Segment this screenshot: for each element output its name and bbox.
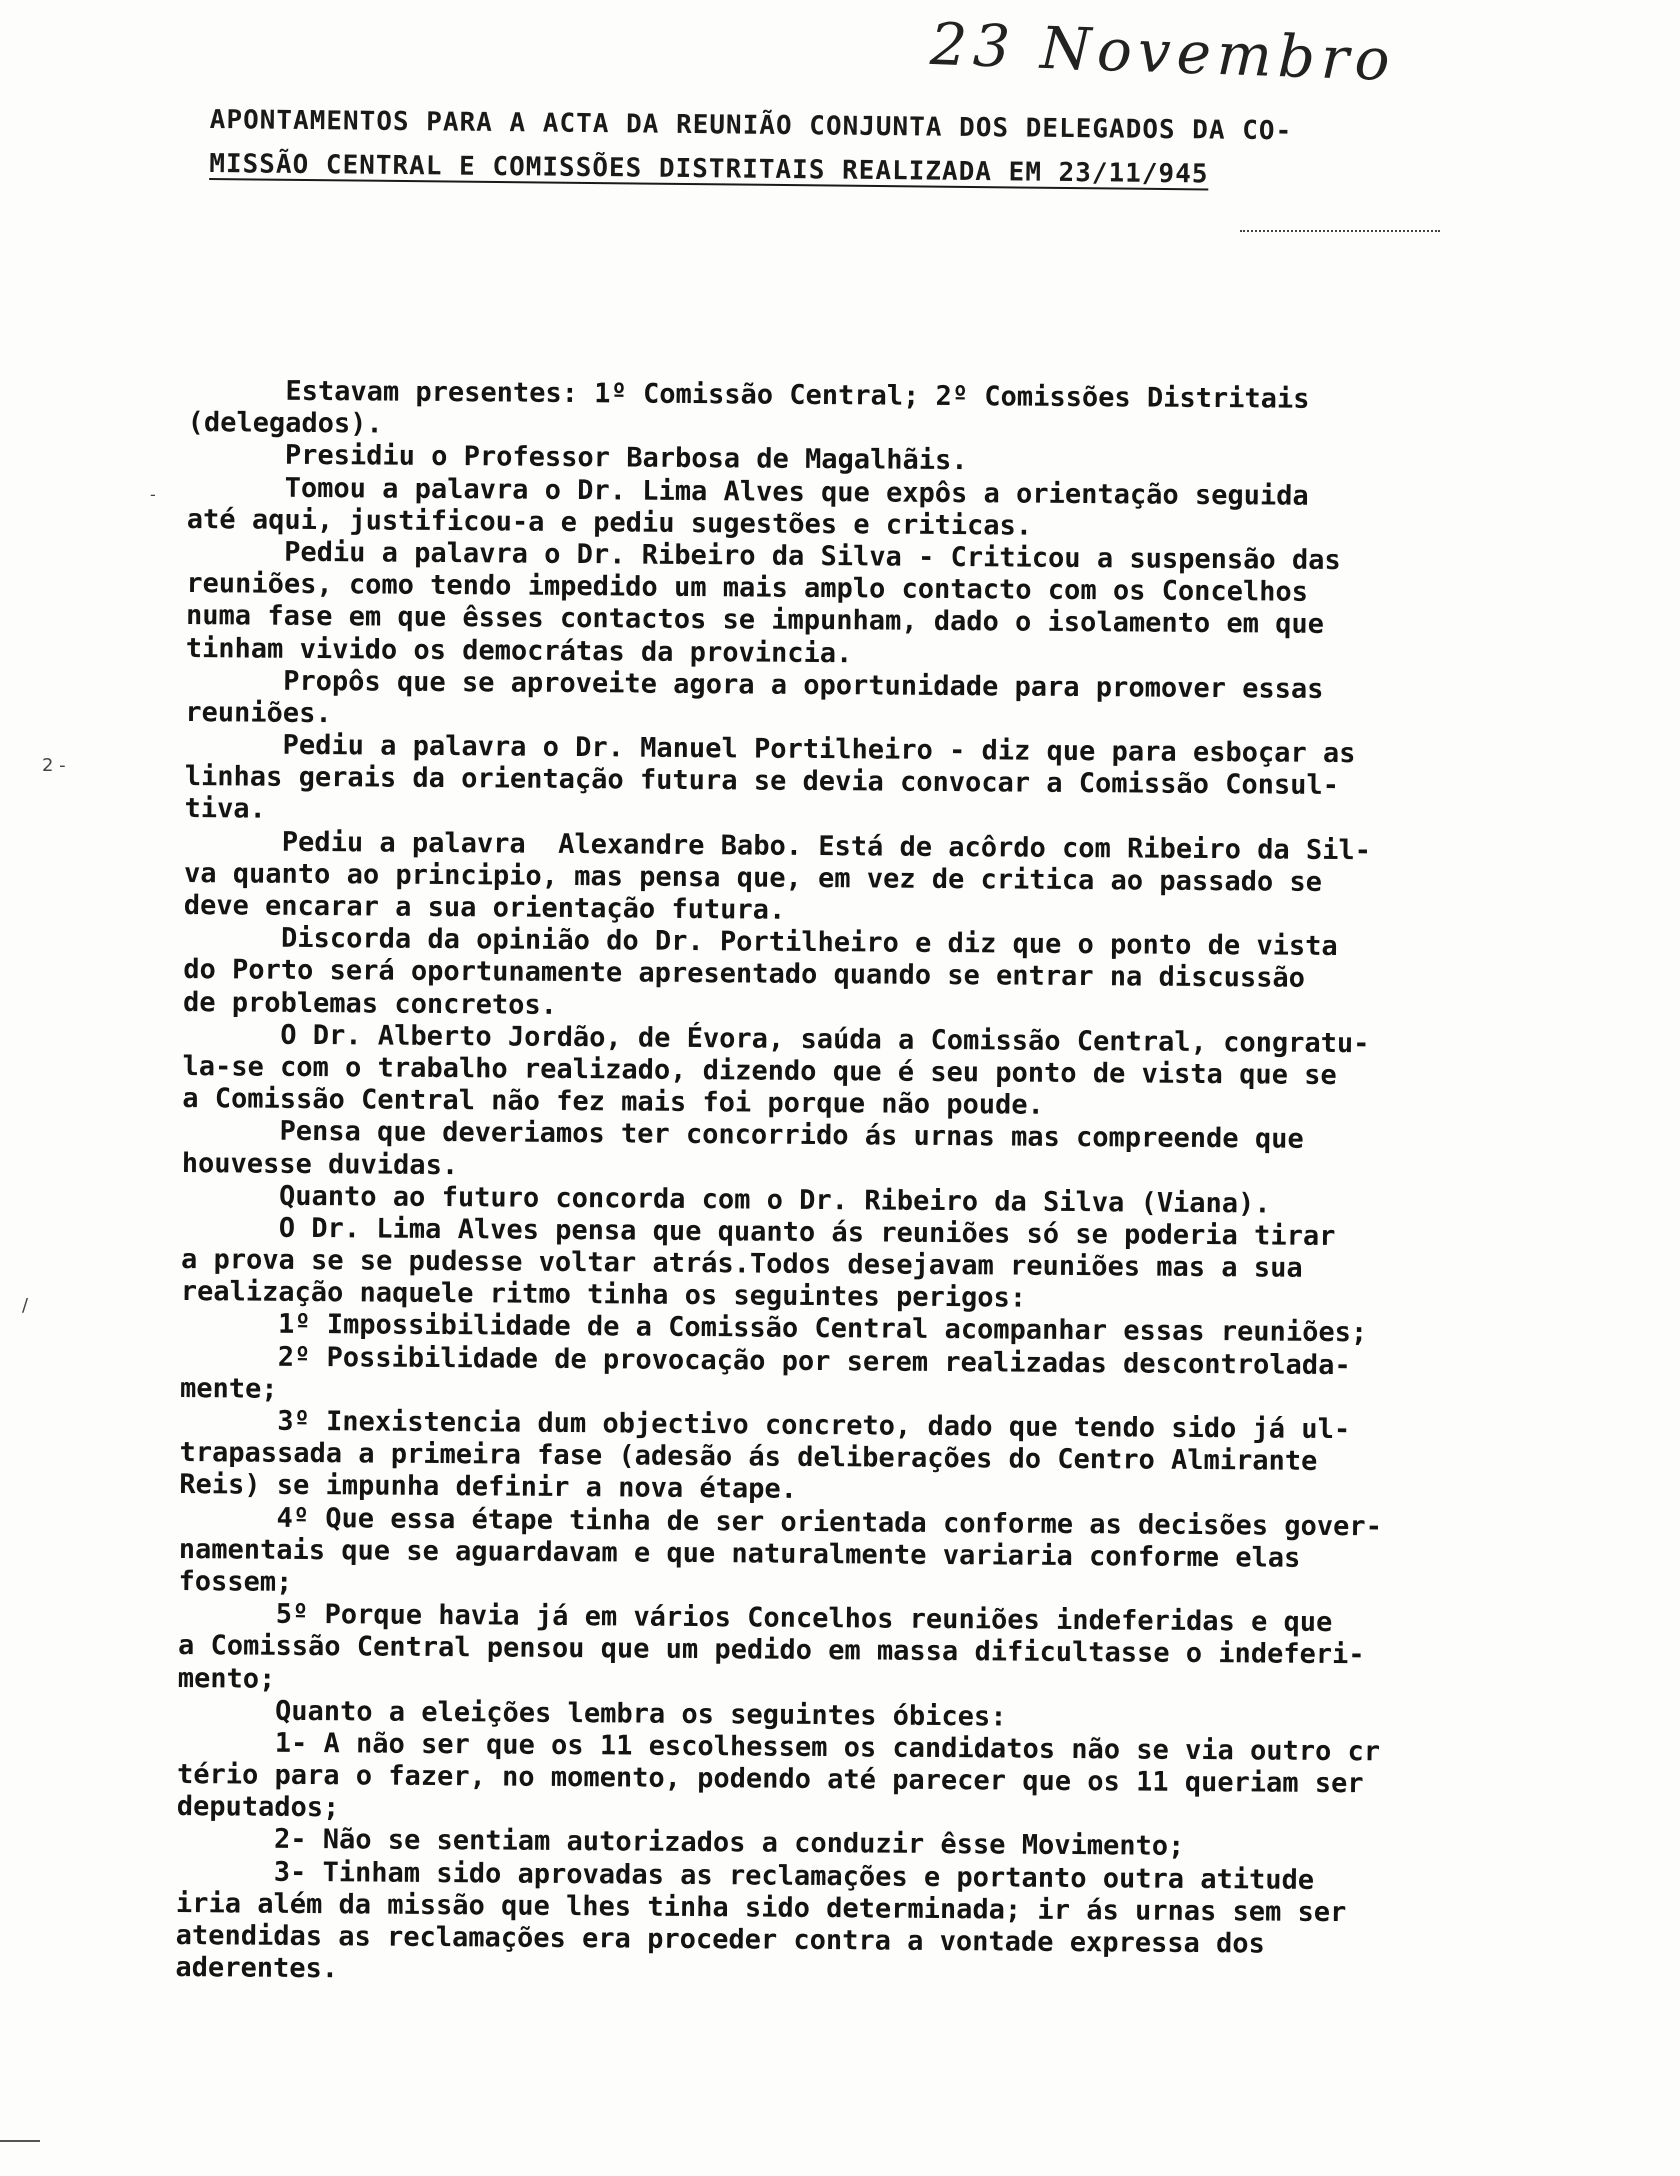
body-text-line: Tomou a palavra o Dr. Lima Alves que expôs a orientação seguida xyxy=(186,471,1309,512)
body-text-line: aderentes. xyxy=(175,1952,339,1985)
body-text-line: reuniões. xyxy=(185,696,332,730)
title-line-2: MISSÃO CENTRAL E COMISSÕES DISTRITAIS REALIZADA EM 23/11/945 xyxy=(209,148,1209,190)
margin-mark: - xyxy=(150,485,156,504)
body-text-line: Quanto a eleições lembra os seguintes óbices: xyxy=(177,1694,1007,1733)
title-underline-rule xyxy=(1240,230,1440,232)
body-text-line: tério para o fazer, no momento, podendo até parecer que os 11 queriam ser xyxy=(176,1759,1364,1800)
title-line-1: APONTAMENTOS PARA A ACTA DA REUNIÃO CONJUNTA DOS DELEGADOS DA CO- xyxy=(209,104,1293,147)
body-text-line: Discorda da opinião do Dr. Portilheiro e diz que o ponto de vista xyxy=(183,922,1338,963)
document-title xyxy=(209,98,1500,200)
body-text-line: Quanto ao futuro concorda com o Dr. Ribeiro da Silva (Viana). xyxy=(181,1179,1271,1220)
body-text-line: trapassada a primeira fase (adesão ás deliberações do Centro Almirante xyxy=(179,1437,1318,1478)
minutes-body-text xyxy=(175,375,1638,1996)
body-text-line: tinham vivido os democrátas da provincia. xyxy=(185,632,853,669)
body-text-line: Pediu a palavra Alexandre Babo. Está de acôrdo com Ribeiro da Sil- xyxy=(184,825,1372,866)
body-text-line: 1- A não ser que os 11 escolhessem os candidatos não se via outro cr xyxy=(177,1726,1381,1768)
body-text-line: a Comissão Central pensou que um pedido em massa dificultasse o indeferi- xyxy=(177,1630,1365,1671)
body-text-line: 4º Que essa étape tinha de ser orientada conforme as decisões gover- xyxy=(178,1501,1383,1542)
body-text-line: (delegados). xyxy=(187,407,383,440)
body-text-line: Presidiu o Professor Barbosa de Magalhãis. xyxy=(187,439,968,477)
margin-mark: / xyxy=(22,1295,29,1316)
body-text-line: deputados; xyxy=(176,1791,340,1824)
body-text-line: la-se com o trabalho realizado, dizendo que é seu ponto de vista que se xyxy=(182,1050,1337,1091)
body-text-line: 3- Tinham sido aprovadas as reclamações e portanto outra atitude xyxy=(176,1855,1315,1896)
body-text-line: até aqui, justificou-a e pediu sugestões e criticas. xyxy=(186,503,1033,542)
body-text-line: 1º Impossibilidade de a Comissão Central acompanhar essas reuniões; xyxy=(180,1308,1368,1349)
body-text-line: 2º Possibilidade de provocação por serem realizadas descontrolada- xyxy=(180,1340,1351,1381)
body-text-line: Pediu a palavra o Dr. Ribeiro da Silva - Criticou a suspensão das xyxy=(186,535,1341,576)
body-text-line: fossem; xyxy=(178,1565,293,1598)
body-text-line: a Comissão Central não fez mais foi porque não poude. xyxy=(182,1083,1044,1121)
body-text-line: houvesse duvidas. xyxy=(181,1147,459,1181)
body-text-line: iria além da missão que lhes tinha sido determinada; ir ás urnas sem ser xyxy=(175,1887,1347,1928)
body-text-line: O Dr. Alberto Jordão, de Évora, saúda a Comissão Central, congratu- xyxy=(182,1018,1370,1060)
body-text-line: Pediu a palavra o Dr. Manuel Portilheiro - diz que para esboçar as xyxy=(184,729,1356,770)
body-text-line: Propôs que se aproveite agora a oportunidade para promover essas xyxy=(185,664,1324,705)
body-text-line: numa fase em que êsses contactos se impunham, dado o isolamento em que xyxy=(185,600,1325,641)
body-text-line: 3º Inexistencia dum objectivo concreto, dado que tendo sido já ul- xyxy=(179,1404,1351,1446)
body-text-line: reuniões, como tendo impedido um mais amplo contacto com os Concelhos xyxy=(186,568,1309,608)
body-text-line: O Dr. Lima Alves pensa que quanto ás reuniões só se poderia tirar xyxy=(181,1211,1336,1252)
body-text-line: tiva. xyxy=(184,793,266,826)
body-text-line: Estavam presentes: 1º Comissão Central; 2º Comissões Distritais xyxy=(187,375,1310,415)
body-text-line: realização naquele ritmo tinha os seguintes perigos: xyxy=(180,1276,1027,1314)
body-text-line: 5º Porque havia já em vários Concelhos reuniões indeferidas e que xyxy=(178,1598,1333,1639)
body-text-line: de problemas concretos. xyxy=(182,986,558,1021)
body-text-line: namentais que se aguardavam e que naturalmente variaria conforme elas xyxy=(178,1533,1301,1574)
body-text-line: Pensa que deveriamos ter concorrido ás urnas mas compreende que xyxy=(181,1115,1304,1156)
margin-mark: 2 - xyxy=(42,755,66,776)
body-text-line: linhas gerais da orientação futura se devia convocar a Comissão Consul- xyxy=(184,761,1340,802)
body-text-line: va quanto ao principio, mas pensa que, em vez de critica ao passado se xyxy=(183,857,1323,898)
body-text-line: 2- Não se sentiam autorizados a conduzir êsse Movimento; xyxy=(176,1823,1185,1863)
body-text-line: do Porto será oportunamente apresentado quando se entrar na discussão xyxy=(183,954,1306,995)
body-text-line: mente; xyxy=(179,1372,278,1405)
handwritten-date-annotation: 23 Novembro xyxy=(928,9,1397,95)
body-text-line: a prova se se pudesse voltar atrás.Todos desejavam reuniões mas a sua xyxy=(180,1244,1303,1284)
body-text-line: atendidas as reclamações era proceder contra a vontade expressa dos xyxy=(175,1919,1265,1960)
body-text-line: mento; xyxy=(177,1662,276,1695)
body-text-line: Reis) se impunha definir a nova étape. xyxy=(179,1469,798,1506)
scan-edge-mark xyxy=(0,2140,40,2142)
body-text-line: deve encarar a sua orientação futura. xyxy=(183,889,786,926)
